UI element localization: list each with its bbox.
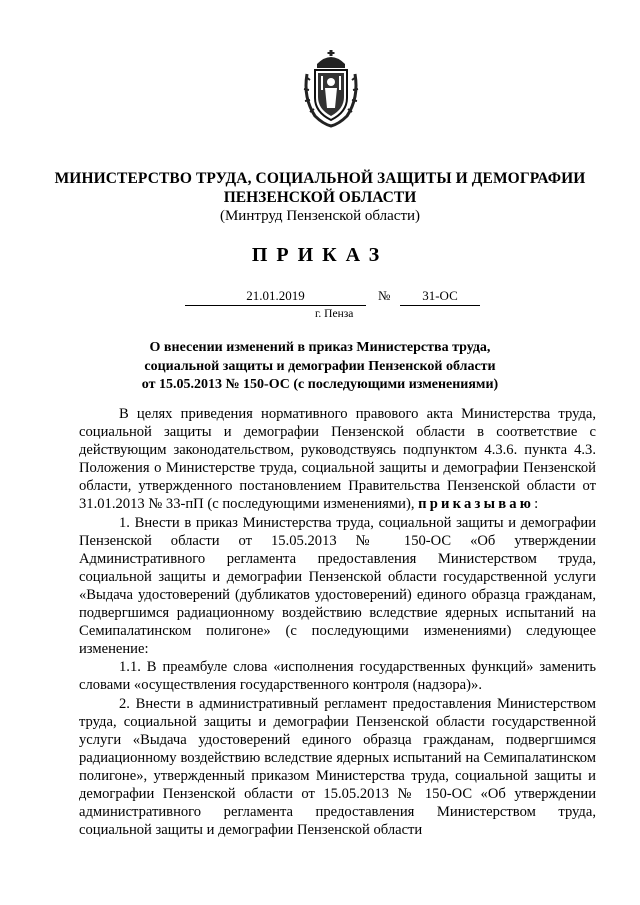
organization-name-line1: МИНИСТЕРСТВО ТРУДА, СОЦИАЛЬНОЙ ЗАЩИТЫ И ДЕМОГРАФИИ (54, 170, 586, 187)
organization-name-line2: ПЕНЗЕНСКОЙ ОБЛАСТИ (223, 189, 417, 206)
number-sign: № (378, 288, 391, 303)
document-title: ПРИКАЗ (251, 244, 389, 266)
document-date: 21.01.2019 (185, 288, 366, 306)
organization-short-name: (Минтруд Пензенской области) (219, 208, 421, 224)
body-paragraph-item2: 2. Внести в административный регламент предоставления Министерством труда, социальной защиты и демографии Пензенской области государственной услуги «Выдача удостоверений единого образца гражданам, подвергшимся радиационному воздействию вследствие ядерных испытаний на Семипалатинском полигоне», утвержденный приказом Министерства труда, социальной защиты и демографии Пензенской области от 15.05.2013 № 150-ОС «Об утверждении административного регламента предоставления Министерством труда, социальной защиты и демографии Пензенской области (79, 695, 596, 839)
penza-region-coat-of-arms-icon (301, 50, 361, 128)
subject-line: социальной защиты и демографии Пензенской области (144, 358, 496, 374)
subject-line: О внесении изменений в приказ Министерства труда, (149, 340, 491, 355)
body-paragraph-preamble: В целях приведения нормативного правового акта Министерства труда, социальной защиты и демографии Пензенской области в соответствие с действующим законодательством, руководствуясь подпунктом 4.3.6. пункта 4.3. Положения о Министерстве труда, социальной защиты и демографии Пензенской области, утвержденного постановлением Правительства Пензенской области от 31.01.2013 № 33-пП (с последующими изменениями), приказываю: (79, 406, 596, 513)
body-paragraph-item1-1: 1.1. В преамбуле слова «исполнения государственных функций» заменить словами «осуществления государственного контроля (надзора)». (79, 659, 596, 694)
document-number: 31-ОС (400, 288, 480, 306)
prikazyvayu-keyword: приказываю (418, 496, 535, 513)
document-city: г. Пенза (315, 308, 354, 320)
document-subject (0, 339, 640, 395)
document-body (79, 405, 596, 839)
body-paragraph-item1: 1. Внести в приказ Министерства труда, социальной защиты и демографии Пензенской области от 15.05.2013 № 150-ОС «Об утверждении Административного регламента предоставления Министерством труда, социальной защиты и демографии Пензенской области государственной услуги «Выдача удостоверений (дубликатов удостоверений) единого образца гражданам, подвергшимся радиационному воздействию вследствие ядерных испытаний на Семипалатинском полигоне» (с последующими изменениями) следующее изменение: (79, 514, 596, 658)
subject-line: от 15.05.2013 № 150-ОС (с последующими изменениями) (141, 377, 499, 392)
